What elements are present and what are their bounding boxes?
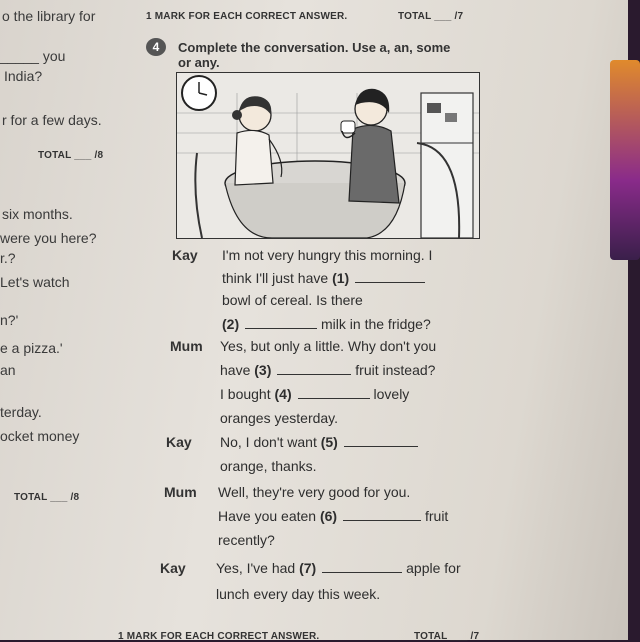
- kitchen-illustration: [176, 72, 480, 239]
- dialogue-line: [220, 386, 409, 402]
- answer-blank[interactable]: [298, 386, 370, 399]
- dialogue-line: orange, thanks.: [220, 458, 317, 474]
- speaker-name: Kay: [166, 434, 192, 450]
- left-line: _____ you: [0, 48, 66, 64]
- gap-number: (5): [320, 434, 338, 450]
- left-line: r for a few days.: [2, 112, 102, 128]
- dialogue-line: [218, 508, 448, 524]
- dialogue-line: oranges yesterday.: [220, 410, 339, 426]
- line-text: I bought: [220, 386, 275, 402]
- line-text: lovely: [369, 386, 410, 402]
- answer-blank[interactable]: [277, 362, 351, 375]
- marking-note: 1 MARK FOR EACH CORRECT ANSWER.: [146, 11, 348, 22]
- left-line: ocket money: [0, 428, 80, 444]
- left-line: o the library for: [2, 8, 96, 24]
- dialogue-line: Yes, but only a little. Why don't you: [220, 338, 437, 354]
- dialogue-line: [220, 362, 435, 378]
- dialogue-line: I'm not very hungry this morning. I: [222, 247, 433, 263]
- gap-number: (7): [299, 560, 317, 576]
- total-score: TOTAL ___ /7: [398, 11, 464, 22]
- line-text: think I'll just have: [222, 270, 333, 286]
- left-line: six months.: [2, 206, 73, 222]
- gap-number: (4): [274, 386, 292, 402]
- exercise-instruction-cont: or any.: [178, 55, 220, 70]
- dialogue-line: bowl of cereal. Is there: [222, 292, 363, 308]
- dialogue-line: recently?: [218, 532, 275, 548]
- line-text: No, I don't want: [220, 434, 321, 450]
- answer-blank[interactable]: [343, 508, 421, 521]
- line-text: fruit instead?: [351, 362, 436, 378]
- left-line: an: [0, 362, 16, 378]
- desk-background: [610, 60, 640, 260]
- gap-number: (2): [222, 316, 240, 332]
- answer-blank[interactable]: [245, 316, 317, 329]
- left-line: terday.: [0, 404, 42, 420]
- total-score-bottom: TOTAL ___ /7: [414, 631, 480, 642]
- speaker-name: Mum: [164, 484, 197, 500]
- dialogue-line: [222, 270, 425, 286]
- left-total: TOTAL ___ /8: [14, 492, 80, 503]
- speaker-name: Kay: [160, 560, 186, 576]
- gap-number: (1): [332, 270, 350, 286]
- left-line: n?': [0, 312, 19, 328]
- speaker-name: Mum: [170, 338, 203, 354]
- exercise-number-badge: 4: [146, 38, 166, 56]
- dialogue-line: [222, 316, 431, 332]
- answer-blank[interactable]: [355, 270, 425, 283]
- line-text: milk in the fridge?: [317, 316, 431, 332]
- speaker-name: Kay: [172, 247, 198, 263]
- marking-note-bottom: 1 MARK FOR EACH CORRECT ANSWER.: [118, 631, 320, 642]
- left-line: India?: [4, 68, 43, 84]
- line-text: have: [220, 362, 255, 378]
- exercise-instruction: Complete the conversation. Use a, an, some: [178, 40, 451, 55]
- left-line: were you here?: [0, 230, 97, 246]
- line-text: apple for: [402, 560, 461, 576]
- dialogue-line: [216, 560, 461, 576]
- kitchen-scene-icon: [177, 73, 479, 238]
- line-text: Have you eaten: [218, 508, 320, 524]
- gap-number: (6): [319, 508, 338, 524]
- answer-blank[interactable]: [322, 560, 402, 573]
- left-total: TOTAL ___ /8: [38, 150, 104, 161]
- dialogue-line: Well, they're very good for you.: [218, 484, 411, 500]
- line-text: Yes, I've had: [216, 560, 300, 576]
- gap-number: (3): [254, 362, 272, 378]
- dialogue-line: [220, 434, 418, 450]
- left-line: r.?: [0, 250, 16, 266]
- line-text: fruit: [421, 508, 449, 524]
- left-line: e a pizza.': [0, 340, 63, 356]
- answer-blank[interactable]: [344, 434, 418, 447]
- dialogue-line: lunch every day this week.: [216, 586, 381, 602]
- left-line: Let's watch: [0, 274, 70, 290]
